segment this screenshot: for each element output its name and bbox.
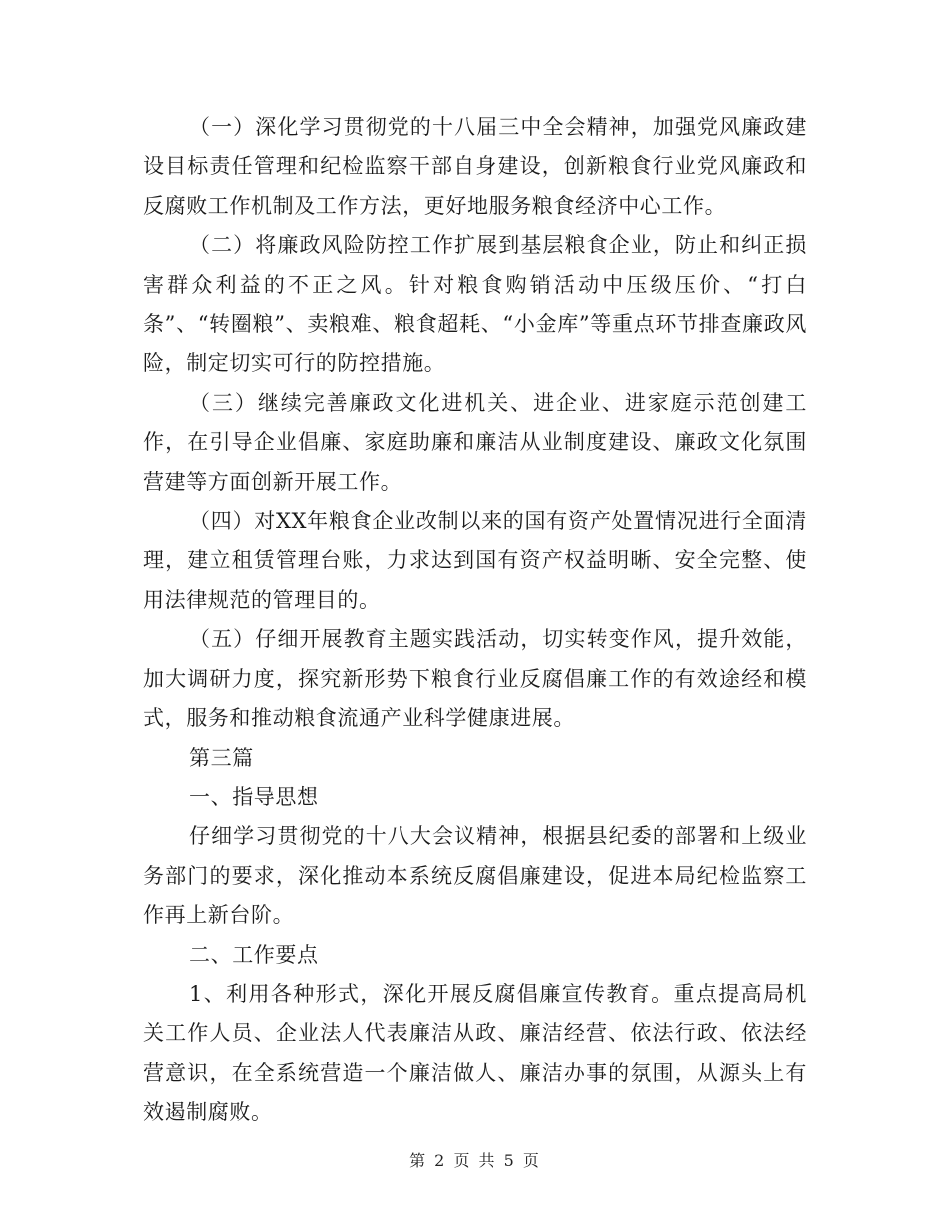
document-body — [143, 108, 807, 1133]
paragraph-work-point-1: 1、利用各种形式，深化开展反腐倡廉宣传教育。重点提高局机关工作人员、企业法人代表廉洁从政、廉洁经营、依法行政、依法经营意识，在全系统营造一个廉洁做人、廉洁办事的氛围，从源头上有效遏制腐败。 — [143, 981, 807, 1125]
paragraph-section-2: （二）将廉政风险防控工作扩展到基层粮食企业，防止和纠正损害群众利益的不正之风。针对粮食购销活动中压级压价、“打白条”、“转圈粮”、卖粮难、粮食超耗、“小金库”等重点环节排查廉政风险，制定切实可行的防控措施。 — [143, 233, 807, 376]
paragraph-section-3: （三）继续完善廉政文化进机关、进企业、进家庭示范创建工作，在引导企业倡廉、家庭助廉和廉洁从业制度建设、廉政文化氛围营建等方面创新开展工作。 — [143, 390, 807, 494]
paragraph-guiding-thought: 仔细学习贯彻党的十八大会议精神，根据县纪委的部署和上级业务部门的要求，深化推动本系统反腐倡廉建设，促进本局纪检监察工作再上新台阶。 — [143, 824, 807, 928]
part-heading: 第三篇 — [189, 745, 254, 770]
paragraph-section-5: （五）仔细开展教育主题实践活动，切实转变作风，提升效能，加大调研力度，探究新形势下粮食行业反腐倡廉工作的有效途经和模式，服务和推动粮食流通产业科学健康进展。 — [143, 627, 807, 731]
section-heading-guiding-thought: 一、指导思想 — [189, 784, 319, 809]
paragraph-section-1: （一）深化学习贯彻党的十八届三中全会精神，加强党风廉政建设目标责任管理和纪检监察干部自身建设，创新粮食行业党风廉政和反腐败工作机制及工作方法，更好地服务粮食经济中心工作。 — [143, 115, 807, 218]
section-heading-work-points: 二、工作要点 — [189, 942, 319, 967]
page-number-footer: 第 2 页 共 5 页 — [409, 1151, 541, 1170]
paragraph-section-4: （四）对XX年粮食企业改制以来的国有资产处置情况进行全面清理，建立租赁管理台账，力求达到国有资产权益明晰、安全完整、使用法律规范的管理目的。 — [143, 509, 807, 612]
